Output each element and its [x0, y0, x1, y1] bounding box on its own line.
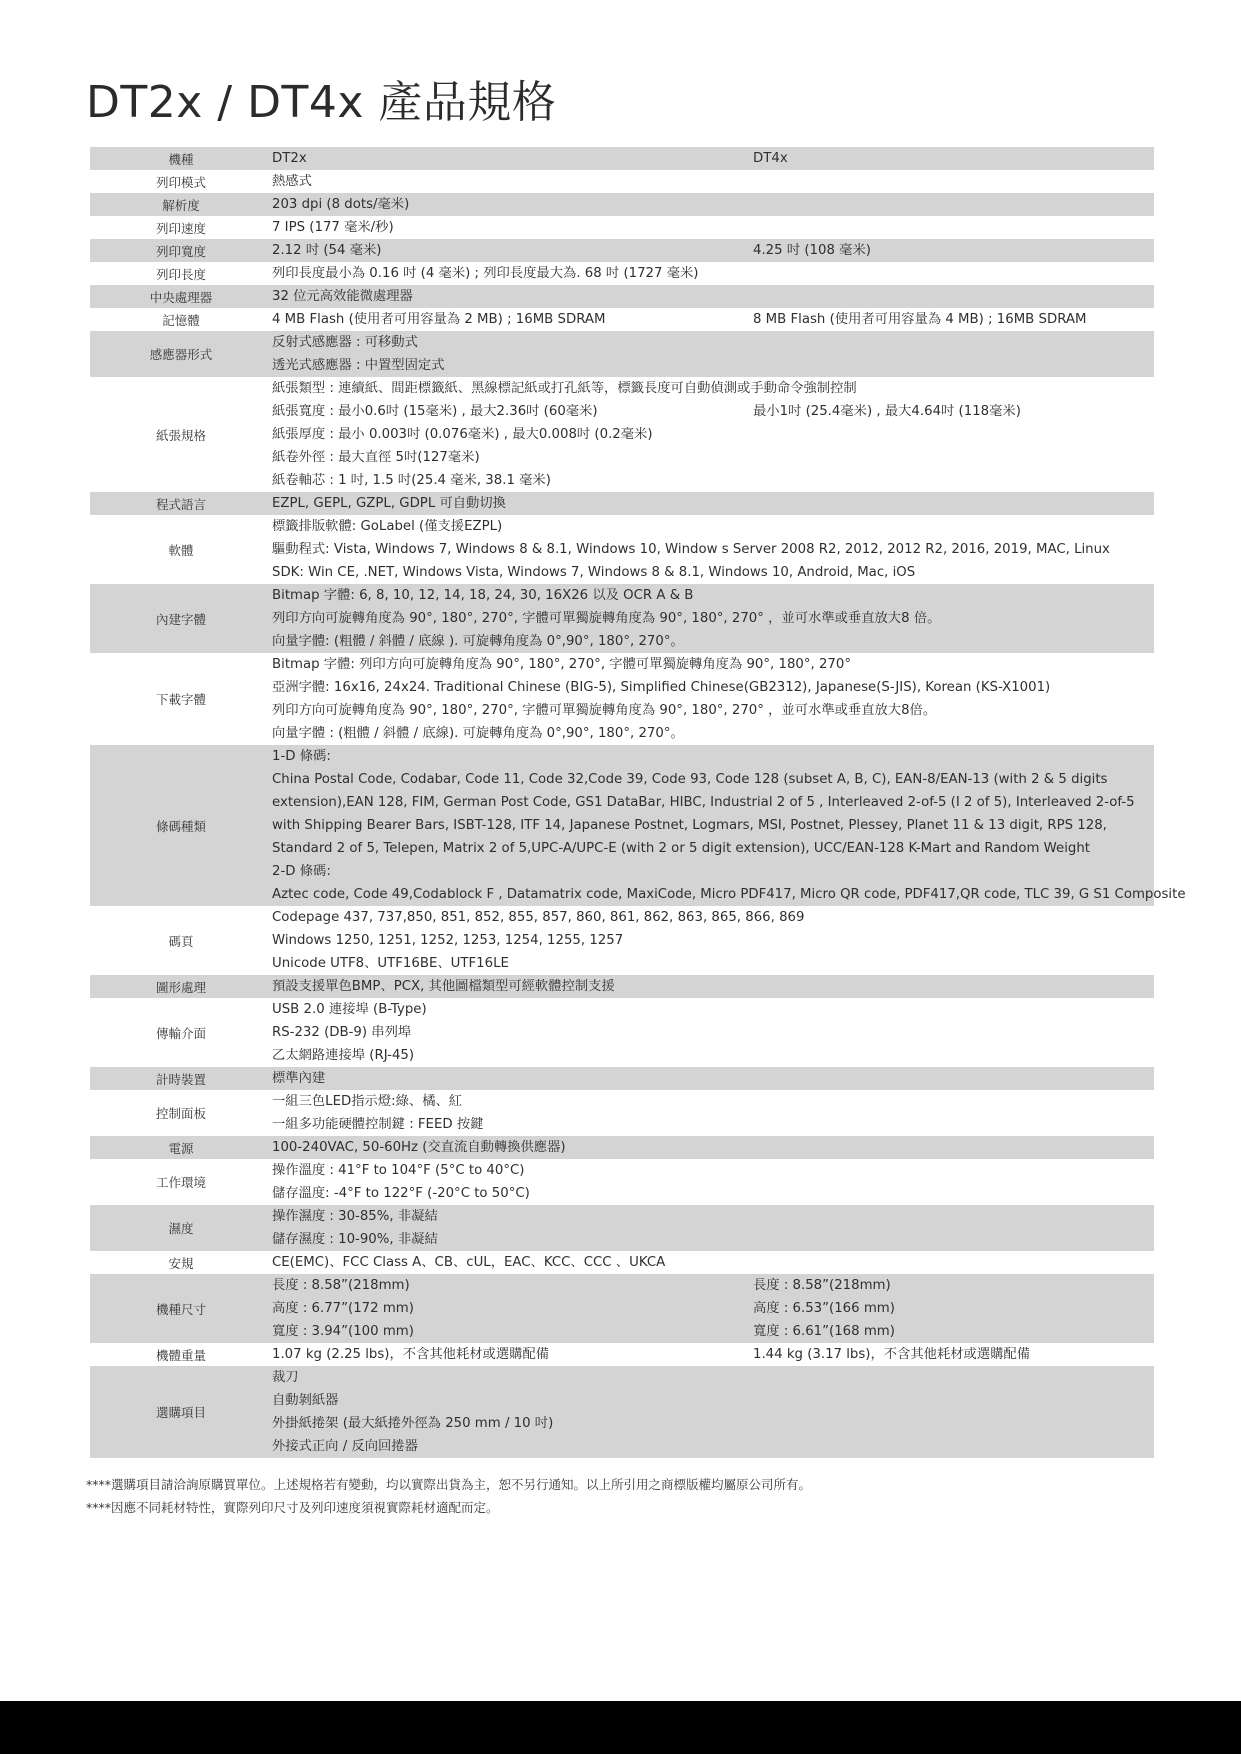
spec-line	[272, 262, 1154, 285]
spec-value-dt2x: 203 dpi (8 dots/毫米)	[272, 197, 410, 212]
spec-row	[90, 262, 1154, 285]
spec-value-dt2x: 透光式感應器 : 中置型固定式	[272, 358, 445, 373]
spec-value	[272, 285, 1154, 308]
spec-value-dt4x: 長度 : 8.58”(218mm)	[753, 1278, 891, 1293]
spec-line	[272, 1021, 1154, 1044]
spec-line	[272, 814, 1154, 837]
spec-value	[272, 147, 1154, 170]
spec-value-dt4x: 高度 : 6.53”(166 mm)	[753, 1301, 895, 1316]
spec-label: 紙張規格	[155, 427, 206, 443]
spec-line	[272, 1044, 1154, 1067]
spec-line	[272, 1297, 1154, 1320]
spec-value-dt2x: Windows 1250, 1251, 1252, 1253, 1254, 1255, 1257	[272, 933, 624, 948]
spec-value	[272, 1274, 1154, 1343]
spec-value-dt2x: 100-240VAC, 50-60Hz (交直流自動轉換供應器)	[272, 1140, 566, 1155]
spec-value-dt2x: 裁刀	[272, 1370, 299, 1385]
spec-label: 條碼種類	[155, 818, 206, 834]
spec-row	[90, 906, 1154, 975]
spec-value-dt2x: 紙張類型 : 連續紙、間距標籤紙、黑線標記紙或打孔紙等，標籤長度可自動偵測或手動命令強制控制	[272, 381, 857, 396]
spec-value-dt2x: 外接式正向 / 反向回捲器	[272, 1439, 418, 1454]
spec-value	[272, 239, 1154, 262]
spec-value-dt2x: 驅動程式: Vista, Windows 7, Windows 8 & 8.1, Windows 10, Window s Server 2008 R2, 2012, 2012 R2, 2016, 2019, MAC, Linux	[272, 542, 1110, 557]
spec-line	[272, 1412, 1154, 1435]
spec-value-dt2x: 預設支援單色BMP、PCX, 其他圖檔類型可經軟體控制支援	[272, 979, 615, 994]
spec-value-dt2x: 2.12 吋 (54 毫米)	[272, 243, 382, 258]
spec-row	[90, 1343, 1154, 1366]
spec-label: 列印長度	[155, 266, 206, 282]
spec-value-dt2x: Standard 2 of 5, Telepen, Matrix 2 of 5,UPC-A/UPC-E (with 2 or 5 digit extension), UCC/EAN-128 K-Mart and Random Weight	[272, 841, 1090, 856]
spec-line	[272, 952, 1154, 975]
spec-value-dt2x: EZPL, GEPL, GZPL, GDPL 可自動切換	[272, 496, 506, 511]
spec-line	[272, 1343, 1154, 1366]
spec-value-dt2x: 亞洲字體: 16x16, 24x24. Traditional Chinese (BIG-5), Simplified Chinese(GB2312), Japanese(S-JIS), Korean (KS-X1001)	[272, 680, 1051, 695]
spec-value-dt2x: 列印方向可旋轉角度為 90°, 180°, 270°, 字體可單獨旋轉角度為 90°, 180°, 270° ，並可水準或垂直放大8 倍。	[272, 611, 941, 626]
spec-line	[272, 768, 1154, 791]
spec-line	[272, 1090, 1154, 1113]
spec-value-dt4x: DT4x	[753, 151, 788, 166]
spec-row	[90, 653, 1154, 745]
spec-row	[90, 515, 1154, 584]
spec-line	[272, 906, 1154, 929]
spec-value-dt2x: 紙張寬度 : 最小0.6吋 (15毫米) , 最大2.36吋 (60毫米)	[272, 404, 598, 419]
spec-line	[272, 1435, 1154, 1458]
spec-line	[272, 423, 1154, 446]
spec-line	[272, 1067, 1154, 1090]
spec-value-dt2x: USB 2.0 連接埠 (B-Type)	[272, 1002, 427, 1017]
spec-value	[272, 1343, 1154, 1366]
footnote: ****因應不同耗材特性，實際列印尺寸及列印速度須視實際耗材適配而定。	[86, 1500, 499, 1515]
spec-value	[272, 1159, 1154, 1205]
spec-value-dt2x: 7 IPS (177 毫米/秒)	[272, 220, 394, 235]
spec-value	[272, 377, 1154, 492]
spec-line	[272, 676, 1154, 699]
spec-line	[272, 791, 1154, 814]
spec-label: 工作環境	[155, 1175, 206, 1190]
spec-label: 感應器形式	[149, 347, 213, 362]
spec-row	[90, 331, 1154, 377]
spec-value	[272, 1067, 1154, 1090]
spec-line	[272, 446, 1154, 469]
spec-value-dt4x: 寬度 : 6.61”(168 mm)	[753, 1324, 895, 1339]
spec-label: 中央處理器	[149, 289, 213, 305]
spec-value-dt2x: 長度 : 8.58”(218mm)	[272, 1278, 410, 1293]
spec-row	[90, 975, 1154, 998]
spec-label: 碼頁	[168, 933, 194, 949]
spec-line	[272, 975, 1154, 998]
spec-row	[90, 216, 1154, 239]
spec-line	[272, 883, 1186, 906]
spec-row	[90, 1366, 1154, 1458]
spec-label: 傳輸介面	[155, 1025, 206, 1041]
spec-value-dt4x: 1.44 kg (3.17 lbs)，不含其他耗材或選購配備	[753, 1347, 1031, 1362]
spec-line	[272, 745, 1154, 768]
spec-line	[272, 492, 1154, 515]
spec-row	[90, 745, 1186, 906]
spec-line	[272, 377, 1154, 400]
spec-value-dt2x: RS-232 (DB-9) 串列埠	[272, 1025, 412, 1040]
spec-value-dt4x: 8 MB Flash (使用者可用容量為 4 MB) ; 16MB SDRAM	[753, 312, 1087, 327]
spec-label: 程式語言	[155, 496, 206, 512]
spec-value-dt2x: 寬度 : 3.94”(100 mm)	[272, 1324, 414, 1339]
spec-line	[272, 1113, 1154, 1136]
spec-row	[90, 1205, 1154, 1251]
spec-line	[272, 699, 1154, 722]
spec-line	[272, 308, 1154, 331]
spec-label: 濕度	[168, 1221, 194, 1236]
spec-value	[272, 331, 1154, 377]
footnotes	[86, 1473, 811, 1519]
spec-row	[90, 285, 1154, 308]
spec-line	[272, 469, 1154, 492]
spec-value	[272, 584, 1154, 653]
spec-line	[272, 216, 1154, 239]
spec-label: 機體重量	[155, 1347, 206, 1363]
spec-line	[272, 1251, 1154, 1274]
spec-value-dt2x: 2-D 條碼:	[272, 864, 331, 879]
spec-value-dt2x: DT2x	[272, 151, 307, 166]
spec-value-dt4x: 最小1吋 (25.4毫米) , 最大4.64吋 (118毫米)	[753, 404, 1021, 419]
bottom-bar	[0, 1701, 1241, 1754]
spec-row	[90, 1067, 1154, 1090]
spec-line	[272, 1366, 1154, 1389]
spec-label: 記憶體	[162, 312, 200, 328]
spec-value-dt2x: 紙張厚度 : 最小 0.003吋 (0.076毫米) , 最大0.008吋 (0.2毫米)	[272, 427, 653, 442]
spec-line	[272, 354, 1154, 377]
spec-label: 軟體	[168, 542, 194, 558]
spec-label: 下載字體	[155, 692, 206, 707]
spec-label: 選購項目	[155, 1405, 206, 1420]
spec-value	[272, 975, 1154, 998]
spec-row	[90, 1159, 1154, 1205]
spec-line	[272, 400, 1154, 423]
spec-label: 計時裝置	[155, 1071, 206, 1087]
spec-value	[272, 1366, 1154, 1458]
spec-value-dt4x: 4.25 吋 (108 毫米)	[753, 243, 871, 258]
spec-value-dt2x: Codepage 437, 737,850, 851, 852, 855, 857, 860, 861, 862, 863, 865, 866, 869	[272, 910, 805, 925]
spec-line	[272, 584, 1154, 607]
spec-value-dt2x: SDK: Win CE, .NET, Windows Vista, Windows 7, Windows 8 & 8.1, Windows 10, Android, Mac, iOS	[272, 565, 916, 580]
spec-value-dt2x: 列印長度最小為 0.16 吋 (4 毫米) ; 列印長度最大為. 68 吋 (1727 毫米)	[272, 266, 699, 281]
spec-value-dt2x: 1.07 kg (2.25 lbs)，不含其他耗材或選購配備	[272, 1347, 550, 1362]
spec-label: 列印寬度	[155, 243, 206, 259]
spec-line	[272, 147, 1154, 170]
spec-line	[272, 1228, 1154, 1251]
spec-value-dt2x: Aztec code, Code 49,Codablock F , Datamatrix code, MaxiCode, Micro PDF417, Micro QR code, PDF417,QR code, TLC 39, G S1 Composite	[272, 887, 1186, 902]
spec-value-dt2x: with Shipping Bearer Bars, ISBT-128, ITF 14, Japanese Postnet, Logmars, MSI, Postnet, Plessey, Planet 11 & 13 digit, RPS 128,	[272, 818, 1107, 833]
spec-value	[272, 1205, 1154, 1251]
spec-value-dt2x: Unicode UTF8、UTF16BE、UTF16LE	[272, 956, 509, 971]
spec-value-dt2x: 紙卷外徑 : 最大直徑 5吋(127毫米)	[272, 450, 480, 465]
spec-value-dt2x: 自動剝紙器	[272, 1393, 339, 1408]
spec-line	[272, 1159, 1154, 1182]
spec-row	[90, 492, 1154, 515]
spec-value	[272, 216, 1154, 239]
spec-value	[272, 906, 1154, 975]
spec-value	[272, 170, 1154, 193]
spec-line	[272, 837, 1154, 860]
spec-line	[272, 607, 1154, 630]
spec-line	[272, 538, 1154, 561]
spec-line	[272, 1182, 1154, 1205]
spec-value	[272, 515, 1154, 584]
spec-line	[272, 561, 1154, 584]
spec-row	[90, 239, 1154, 262]
spec-line	[272, 239, 1154, 262]
spec-value-dt2x: 操作溫度 : 41°F to 104°F (5°C to 40°C)	[272, 1163, 525, 1178]
spec-value-dt2x: 熱感式	[272, 174, 312, 189]
spec-value-dt2x: Bitmap 字體: 列印方向可旋轉角度為 90°, 180°, 270°, 字體可單獨旋轉角度為 90°, 180°, 270°	[272, 657, 852, 672]
spec-line	[272, 1320, 1154, 1343]
spec-value-dt2x: 紙卷軸芯 : 1 吋, 1.5 吋(25.4 毫米, 38.1 毫米)	[272, 473, 551, 488]
spec-row	[90, 1274, 1154, 1343]
spec-value-dt2x: CE(EMC)、FCC Class A、CB、cUL，EAC、KCC、CCC 、UKCA	[272, 1255, 666, 1270]
spec-row	[90, 170, 1154, 193]
spec-value	[272, 653, 1154, 745]
spec-value-dt2x: 向量字體 : (粗體 / 斜體 / 底線). 可旋轉角度為 0°,90°, 180°, 270°。	[272, 726, 684, 741]
spec-value-dt2x: 4 MB Flash (使用者可用容量為 2 MB) ; 16MB SDRAM	[272, 312, 606, 327]
spec-row	[90, 147, 1154, 170]
spec-label: 電源	[168, 1140, 194, 1156]
spec-value	[272, 1090, 1154, 1136]
spec-line	[272, 630, 1154, 653]
spec-line	[272, 860, 1154, 883]
spec-label: 控制面板	[155, 1106, 206, 1121]
spec-value	[272, 998, 1154, 1067]
spec-label: 列印模式	[155, 174, 206, 190]
spec-value-dt2x: 標準內建	[272, 1071, 326, 1086]
spec-value-dt2x: 操作濕度 : 30-85%, 非凝結	[272, 1209, 438, 1224]
spec-value	[272, 1136, 1154, 1159]
spec-line	[272, 929, 1154, 952]
spec-line	[272, 193, 1154, 216]
spec-row	[90, 308, 1154, 331]
spec-value	[272, 492, 1154, 515]
spec-value	[272, 1251, 1154, 1274]
spec-label: 機種尺寸	[155, 1301, 206, 1317]
spec-value-dt2x: extension),EAN 128, FIM, German Post Code, GS1 DataBar, HIBC, Industrial 2 of 5 , Interleaved 2-of-5 (I 2 of 5), Interleaved 2-of-5	[272, 795, 1135, 810]
spec-line	[272, 285, 1154, 308]
spec-line	[272, 331, 1154, 354]
spec-line	[272, 722, 1154, 745]
spec-line	[272, 170, 1154, 193]
spec-row	[90, 998, 1154, 1067]
spec-row	[90, 1136, 1154, 1159]
spec-value-dt2x: 乙太網路連接埠 (RJ-45)	[272, 1048, 415, 1063]
spec-label: 安規	[168, 1255, 194, 1271]
spec-line	[272, 1389, 1154, 1412]
spec-line	[272, 1136, 1154, 1159]
spec-label: 解析度	[162, 197, 200, 213]
spec-line	[272, 1205, 1154, 1228]
spec-value-dt2x: Bitmap 字體: 6, 8, 10, 12, 14, 18, 24, 30, 16X26 以及 OCR A & B	[272, 588, 694, 603]
spec-label: 列印速度	[155, 220, 206, 236]
spec-value-dt2x: 外掛紙捲架 (最大紙捲外徑為 250 mm / 10 吋)	[272, 1416, 554, 1431]
spec-value-dt2x: 32 位元高效能微處理器	[272, 289, 413, 304]
spec-value	[272, 193, 1154, 216]
page-title: DT2x / DT4x 產品規格	[86, 77, 557, 128]
spec-value	[272, 745, 1186, 906]
spec-value-dt2x: China Postal Code, Codabar, Code 11, Code 32,Code 39, Code 93, Code 128 (subset A, B, C), EAN-8/EAN-13 (with 2 & 5 digits	[272, 772, 1108, 787]
spec-line	[272, 998, 1154, 1021]
spec-value	[272, 262, 1154, 285]
spec-value-dt2x: 1-D 條碼:	[272, 749, 331, 764]
spec-line	[272, 1274, 1154, 1297]
spec-label: 圖形處理	[155, 979, 206, 995]
spec-row	[90, 377, 1154, 492]
footnote: ****選購項目請洽詢原購買單位。上述規格若有變動，均以實際出貨為主，恕不另行通知。以上所引用之商標版權均屬原公司所有。	[86, 1477, 812, 1492]
spec-line	[272, 653, 1154, 676]
spec-value-dt2x: 高度 : 6.77”(172 mm)	[272, 1301, 414, 1316]
spec-value-dt2x: 一組三色LED指示燈:綠、橘、紅	[272, 1094, 463, 1109]
spec-value-dt2x: 儲存溫度: -4°F to 122°F (-20°C to 50°C)	[272, 1186, 530, 1201]
spec-value-dt2x: 反射式感應器 : 可移動式	[272, 335, 418, 350]
spec-value-dt2x: 標籤排版軟體: GoLabel (僅支援EZPL)	[272, 519, 503, 534]
spec-label: 內建字體	[155, 611, 206, 627]
spec-row	[90, 1090, 1154, 1136]
spec-row	[90, 584, 1154, 653]
spec-label: 機種	[168, 151, 194, 167]
spec-row	[90, 1251, 1154, 1274]
spec-value-dt2x: 列印方向可旋轉角度為 90°, 180°, 270°, 字體可單獨旋轉角度為 90°, 180°, 270° ，並可水準或垂直放大8倍。	[272, 703, 937, 718]
spec-value-dt2x: 一組多功能硬體控制鍵 : FEED 按鍵	[272, 1117, 484, 1132]
spec-value	[272, 308, 1154, 331]
spec-row	[90, 193, 1154, 216]
spec-value-dt2x: 儲存濕度 : 10-90%, 非凝結	[272, 1232, 438, 1247]
spec-value-dt2x: 向量字體: (粗體 / 斜體 / 底線 ). 可旋轉角度為 0°,90°, 180°, 270°。	[272, 634, 684, 649]
spec-table	[90, 147, 1186, 1458]
spec-line	[272, 515, 1154, 538]
